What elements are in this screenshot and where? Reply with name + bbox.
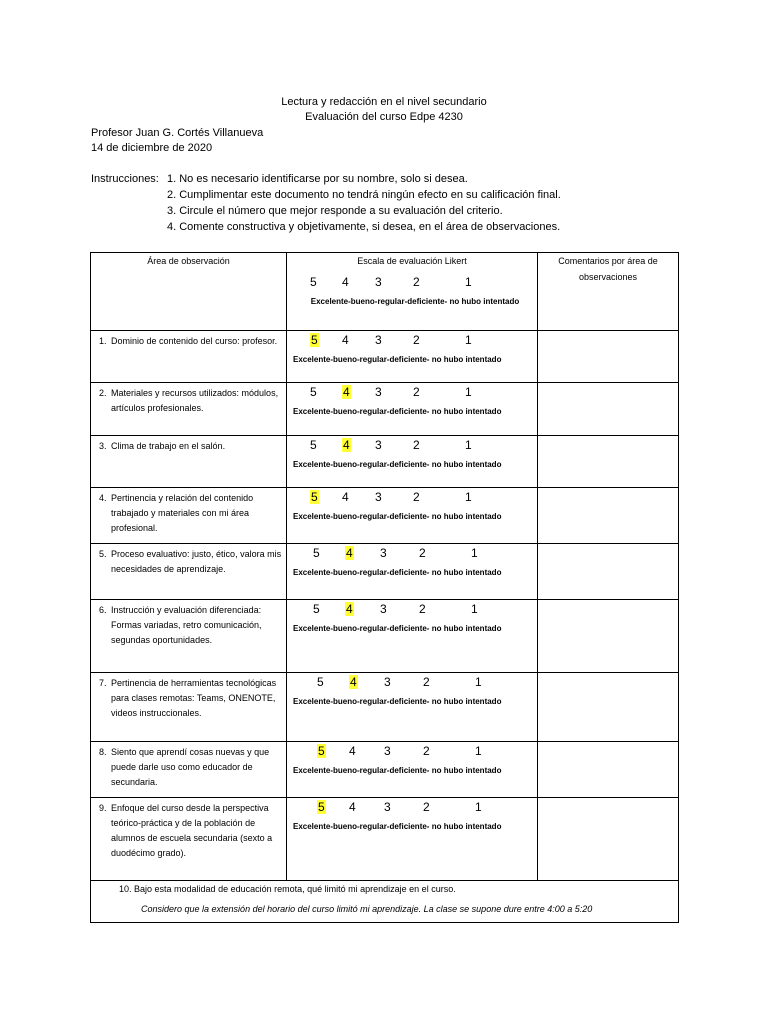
- scale-value: 1: [465, 275, 472, 289]
- table-row: [91, 488, 679, 544]
- instructions-label: Instrucciones:: [91, 173, 159, 185]
- scale-title: Escala de evaluación Likert: [357, 256, 467, 266]
- scale-value[interactable]: 1: [475, 744, 482, 758]
- criterion-number: 3.: [99, 441, 107, 451]
- criterion-text: Siento que aprendí cosas nuevas y que puede darle uso como educador de secundaria.: [111, 747, 270, 787]
- scale-value[interactable]: 3: [384, 800, 391, 814]
- instruction-item: 3. Circule el número que mejor responde a su evaluación del criterio.: [167, 205, 503, 217]
- criterion-cell: [91, 600, 287, 673]
- evaluation-table: [90, 252, 679, 923]
- criterion-cell: [91, 673, 287, 742]
- selected-scale-value[interactable]: 4: [343, 385, 350, 399]
- scale-value: 3: [375, 275, 382, 289]
- instruction-item: 2. Cumplimentar este documento no tendrá ningún efecto en su calificación final.: [167, 189, 561, 201]
- likert-scale-cell: [287, 383, 538, 436]
- table-row: [91, 798, 679, 881]
- selected-scale-value[interactable]: 5: [311, 490, 318, 504]
- scale-value[interactable]: 4: [349, 744, 356, 758]
- likert-scale-cell: [287, 436, 538, 488]
- criterion-text: Materiales y recursos utilizados: módulos, artículos profesionales.: [111, 388, 279, 413]
- criterion-text: Enfoque del curso desde la perspectiva teórico-práctica y de la población de alumnos de escuela secundaria (sexto a duodécimo grado).: [111, 803, 273, 858]
- criterion-number: 2.: [99, 388, 107, 398]
- scale-legend: Excelente-bueno-regular-deficiente- no hubo intentado: [293, 766, 502, 775]
- comments-cell[interactable]: [538, 673, 679, 742]
- scale-legend: Excelente-bueno-regular-deficiente- no hubo intentado: [293, 512, 502, 521]
- scale-legend: Excelente-bueno-regular-deficiente- no hubo intentado: [293, 822, 502, 831]
- selected-scale-value[interactable]: 4: [350, 675, 357, 689]
- criterion-text: Pertinencia y relación del contenido trabajado y materiales con mi área profesional.: [111, 493, 254, 533]
- table-row: [91, 673, 679, 742]
- scale-value[interactable]: 3: [380, 546, 387, 560]
- criterion-text: Pertinencia de herramientas tecnológicas para clases remotas: Teams, ONENOTE, videos instruccionales.: [111, 678, 277, 718]
- criterion-cell: [91, 488, 287, 544]
- scale-value[interactable]: 3: [384, 744, 391, 758]
- criterion-cell: [91, 436, 287, 488]
- criterion-text: Clima de trabajo en el salón.: [111, 441, 226, 451]
- criterion-text: Proceso evaluativo: justo, ético, valora mis necesidades de aprendizaje.: [111, 549, 282, 574]
- scale-value[interactable]: 2: [413, 333, 420, 347]
- scale-value[interactable]: 1: [471, 602, 478, 616]
- scale-legend: Excelente-bueno-regular-deficiente- no hubo intentado: [293, 460, 502, 469]
- selected-scale-value[interactable]: 4: [343, 438, 350, 452]
- scale-value[interactable]: 1: [465, 438, 472, 452]
- criterion-number: 8.: [99, 747, 107, 757]
- criterion-cell: [91, 798, 287, 881]
- instruction-item: 4. Comente constructiva y objetivamente, si desea, en el área de observaciones.: [167, 221, 561, 233]
- comments-cell[interactable]: [538, 798, 679, 881]
- likert-scale-cell: [287, 798, 538, 881]
- scale-value: 2: [413, 275, 420, 289]
- scale-value[interactable]: 5: [317, 675, 324, 689]
- likert-scale-cell: [287, 488, 538, 544]
- scale-numbers: [287, 385, 537, 403]
- table-row: [91, 600, 679, 673]
- comments-cell[interactable]: [538, 331, 679, 383]
- criterion-number: 5.: [99, 549, 107, 559]
- scale-legend: Excelente-bueno-regular-deficiente- no hubo intentado: [293, 407, 502, 416]
- table-row: [91, 742, 679, 798]
- comments-cell[interactable]: [538, 436, 679, 488]
- document-date: 14 de diciembre de 2020: [91, 142, 213, 154]
- selected-scale-value[interactable]: 5: [318, 744, 325, 758]
- table-row: [91, 544, 679, 600]
- comments-cell[interactable]: [538, 544, 679, 600]
- scale-value[interactable]: 1: [475, 675, 482, 689]
- scale-value[interactable]: 3: [375, 385, 382, 399]
- comments-cell[interactable]: [538, 488, 679, 544]
- question-10-text: 10. Bajo esta modalidad de educación remota, qué limitó mi aprendizaje en el curso.: [119, 884, 456, 894]
- criterion-cell: [91, 331, 287, 383]
- selected-scale-value[interactable]: 5: [318, 800, 325, 814]
- likert-scale-cell: [287, 673, 538, 742]
- scale-numbers: [287, 438, 537, 456]
- question-10-answer: Considero que la extensión del horario del curso limitó mi aprendizaje. La clase se supone dure entre 4:00 a 5:20: [141, 904, 593, 914]
- scale-value[interactable]: 5: [313, 602, 320, 616]
- scale-value[interactable]: 5: [310, 385, 317, 399]
- criterion-cell: [91, 742, 287, 798]
- criterion-text: Dominio de contenido del curso: profesor.: [111, 336, 278, 346]
- scale-value[interactable]: 3: [375, 438, 382, 452]
- professor-name: Profesor Juan G. Cortés Villanueva: [91, 127, 264, 139]
- likert-scale-cell: [287, 742, 538, 798]
- scale-legend: Excelente-bueno-regular-deficiente- no hubo intentado: [310, 297, 520, 306]
- likert-scale-cell: [287, 544, 538, 600]
- scale-legend: Excelente-bueno-regular-deficiente- no hubo intentado: [293, 624, 502, 633]
- criterion-number: 7.: [99, 678, 107, 688]
- comments-cell[interactable]: [538, 383, 679, 436]
- criterion-text: Instrucción y evaluación diferenciada: Formas variadas, retro comunicación, segundas oportunidades.: [111, 605, 262, 645]
- criterion-number: 4.: [99, 493, 107, 503]
- scale-value[interactable]: 5: [313, 546, 320, 560]
- column-header-scale: [287, 253, 538, 331]
- criterion-number: 1.: [99, 336, 107, 346]
- table-row: [91, 436, 679, 488]
- scale-numbers: [287, 275, 537, 293]
- criterion-number: 6.: [99, 605, 107, 615]
- scale-value[interactable]: 1: [475, 800, 482, 814]
- question-10-row: [91, 881, 679, 923]
- scale-value[interactable]: 1: [465, 333, 472, 347]
- comments-cell[interactable]: [538, 742, 679, 798]
- scale-value[interactable]: 2: [413, 490, 420, 504]
- scale-numbers: [287, 602, 537, 620]
- table-row: [91, 383, 679, 436]
- scale-numbers: [287, 675, 537, 693]
- scale-value[interactable]: 4: [342, 333, 349, 347]
- scale-value[interactable]: 2: [419, 602, 426, 616]
- scale-value[interactable]: 3: [380, 602, 387, 616]
- scale-value[interactable]: 3: [375, 333, 382, 347]
- scale-legend: Excelente-bueno-regular-deficiente- no hubo intentado: [293, 697, 502, 706]
- scale-value[interactable]: 2: [413, 385, 420, 399]
- question-10-cell[interactable]: [91, 881, 679, 923]
- scale-value[interactable]: 2: [423, 675, 430, 689]
- criterion-cell: [91, 383, 287, 436]
- scale-value[interactable]: 2: [423, 744, 430, 758]
- scale-value[interactable]: 1: [465, 490, 472, 504]
- document-subtitle: Evaluación del curso Edpe 4230: [305, 111, 463, 123]
- scale-legend: Excelente-bueno-regular-deficiente- no hubo intentado: [293, 355, 502, 364]
- scale-value[interactable]: 3: [375, 490, 382, 504]
- column-header-area: Área de observación: [91, 253, 287, 331]
- table-header-row: [91, 253, 679, 331]
- table-row: [91, 331, 679, 383]
- column-header-comments: Comentarios por área de observaciones: [538, 253, 679, 331]
- scale-value[interactable]: 2: [419, 546, 426, 560]
- scale-value[interactable]: 3: [384, 675, 391, 689]
- scale-numbers: [287, 490, 537, 508]
- likert-scale-cell: [287, 600, 538, 673]
- criterion-cell: [91, 544, 287, 600]
- scale-numbers: [287, 744, 537, 762]
- selected-scale-value[interactable]: 4: [346, 602, 353, 616]
- comments-cell[interactable]: [538, 600, 679, 673]
- scale-legend: Excelente-bueno-regular-deficiente- no hubo intentado: [293, 568, 502, 577]
- scale-value[interactable]: 1: [465, 385, 472, 399]
- scale-value[interactable]: 4: [342, 490, 349, 504]
- scale-numbers: [287, 800, 537, 818]
- scale-value[interactable]: 5: [310, 438, 317, 452]
- scale-value[interactable]: 4: [349, 800, 356, 814]
- scale-value: 5: [310, 275, 317, 289]
- scale-value: 4: [342, 275, 349, 289]
- document-title: Lectura y redacción en el nivel secundario: [281, 96, 487, 108]
- criterion-number: 9.: [99, 803, 107, 813]
- scale-value[interactable]: 2: [413, 438, 420, 452]
- scale-value[interactable]: 2: [423, 800, 430, 814]
- scale-value[interactable]: 1: [471, 546, 478, 560]
- scale-numbers: [287, 546, 537, 564]
- selected-scale-value[interactable]: 5: [311, 333, 318, 347]
- scale-numbers: [287, 333, 537, 351]
- instruction-item: 1. No es necesario identificarse por su nombre, solo si desea.: [167, 173, 468, 185]
- likert-scale-cell: [287, 331, 538, 383]
- selected-scale-value[interactable]: 4: [346, 546, 353, 560]
